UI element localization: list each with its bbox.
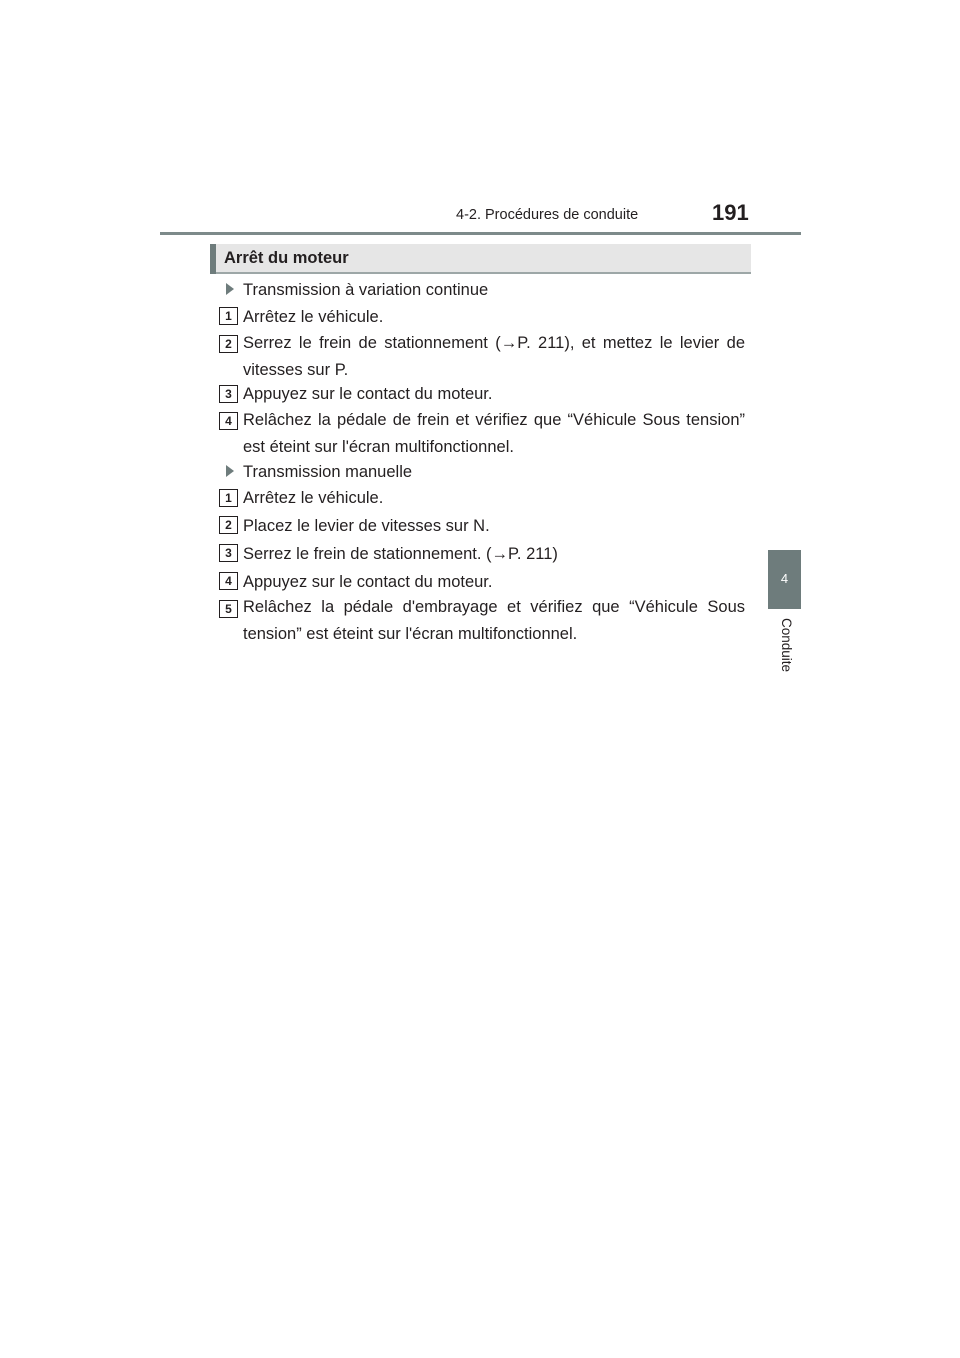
manual-heading: Transmission manuelle (243, 463, 413, 481)
cvt-step-2-text: Serrez le frein de stationnement (→P. 211), et mettez le levier de vitesses sur P. (243, 334, 745, 379)
cvt-step-4-text: Relâchez la pédale de frein et vérifiez que “Véhicule Sous tension” est éteint sur l'écran multifonctionnel. (243, 411, 745, 456)
manual-step-2-text: Placez le levier de vitesses sur N. (243, 517, 490, 535)
header-divider (160, 232, 801, 235)
section-title: Arrêt du moteur (224, 249, 349, 267)
header-section-title: 4-2. Procédures de conduite (456, 207, 639, 223)
cvt-heading: Transmission à variation continue (243, 281, 489, 299)
chapter-tab (768, 550, 801, 609)
chapter-number: 4 (780, 571, 789, 586)
step-number-badge: 2 (219, 516, 238, 534)
arrow-right-icon (226, 283, 234, 295)
step-number-badge: 3 (219, 544, 238, 562)
manual-step-1-text: Arrêtez le véhicule. (243, 489, 384, 507)
title-accent (210, 244, 216, 274)
step-number-badge: 4 (219, 572, 238, 590)
step-number-badge: 2 (219, 335, 238, 353)
section-title-bar (210, 244, 751, 274)
arrow-right-icon (226, 465, 234, 477)
chapter-label: Conduite (779, 618, 794, 673)
manual-step-3-text: Serrez le frein de stationnement. (→P. 211) (243, 545, 558, 563)
cvt-step-3-text: Appuyez sur le contact du moteur. (243, 385, 493, 403)
step-number-badge: 5 (219, 600, 238, 618)
page-number: 191 (712, 200, 749, 225)
manual-step-4-text: Appuyez sur le contact du moteur. (243, 573, 493, 591)
manual-step-5-text: Relâchez la pédale d'embrayage et vérifiez que “Véhicule Sous tension” est éteint sur l'écran multifonctionnel. (243, 598, 745, 643)
step-number-badge: 4 (219, 412, 238, 430)
cvt-step-1-text: Arrêtez le véhicule. (243, 308, 384, 326)
step-number-badge: 3 (219, 385, 238, 403)
step-number-badge: 1 (219, 489, 238, 507)
step-number-badge: 1 (219, 307, 238, 325)
